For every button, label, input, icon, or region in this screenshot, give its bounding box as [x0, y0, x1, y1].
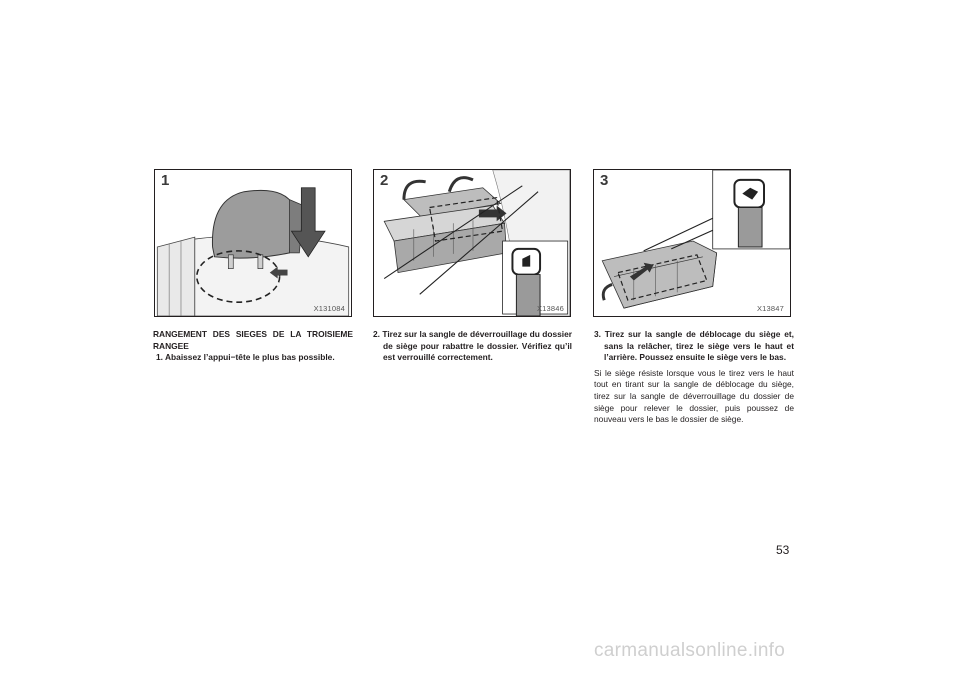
- figure-2: [373, 169, 571, 317]
- step-3: 3. Tirez sur la sangle de déblocage du siège et, sans la relâcher, tirez le siège vers le haut et l’arrière. Poussez ensuite le siège vers le bas.: [594, 329, 794, 363]
- page-number: 53: [776, 543, 790, 557]
- section-heading: RANGEMENT DES SIEGES DE LA TROISIEME RANGEE: [153, 329, 353, 351]
- tumbling-seat-strap-illustration: [594, 170, 790, 316]
- figure-code: X131084: [313, 304, 345, 313]
- note-paragraph: Si le siège résiste lorsque vous le tirez vers le haut tout en tirant sur la sangle de déblocage du siège, tirez sur la sangle de déverrouillage du dossier de siège pour relever le dossier, puis poussez de nouveau vers le bas le dossier de siège.: [594, 367, 794, 425]
- figure-code: X13847: [756, 304, 784, 313]
- figure-code: X13846: [536, 304, 564, 313]
- figure-1: [154, 169, 352, 317]
- column-1: [153, 329, 353, 364]
- figure-number: 3: [600, 172, 609, 189]
- watermark: carmanualsonline.info: [594, 640, 786, 661]
- figure-number: 2: [380, 172, 389, 189]
- figure-3: [593, 169, 791, 317]
- step-2: 2. Tirez sur la sangle de déverrouillage du dossier de siège pour rabattre le dossier. Vérifiez qu’il est verrouillé correctement.: [373, 329, 572, 363]
- step-1: 1. Abaissez l’appui−tête le plus bas possible.: [156, 352, 335, 363]
- folding-seatback-strap-illustration: [374, 170, 570, 316]
- lowering-headrest-illustration: [155, 170, 351, 316]
- column-3: [594, 329, 794, 426]
- column-2: [373, 329, 572, 364]
- figure-number: 1: [161, 172, 170, 189]
